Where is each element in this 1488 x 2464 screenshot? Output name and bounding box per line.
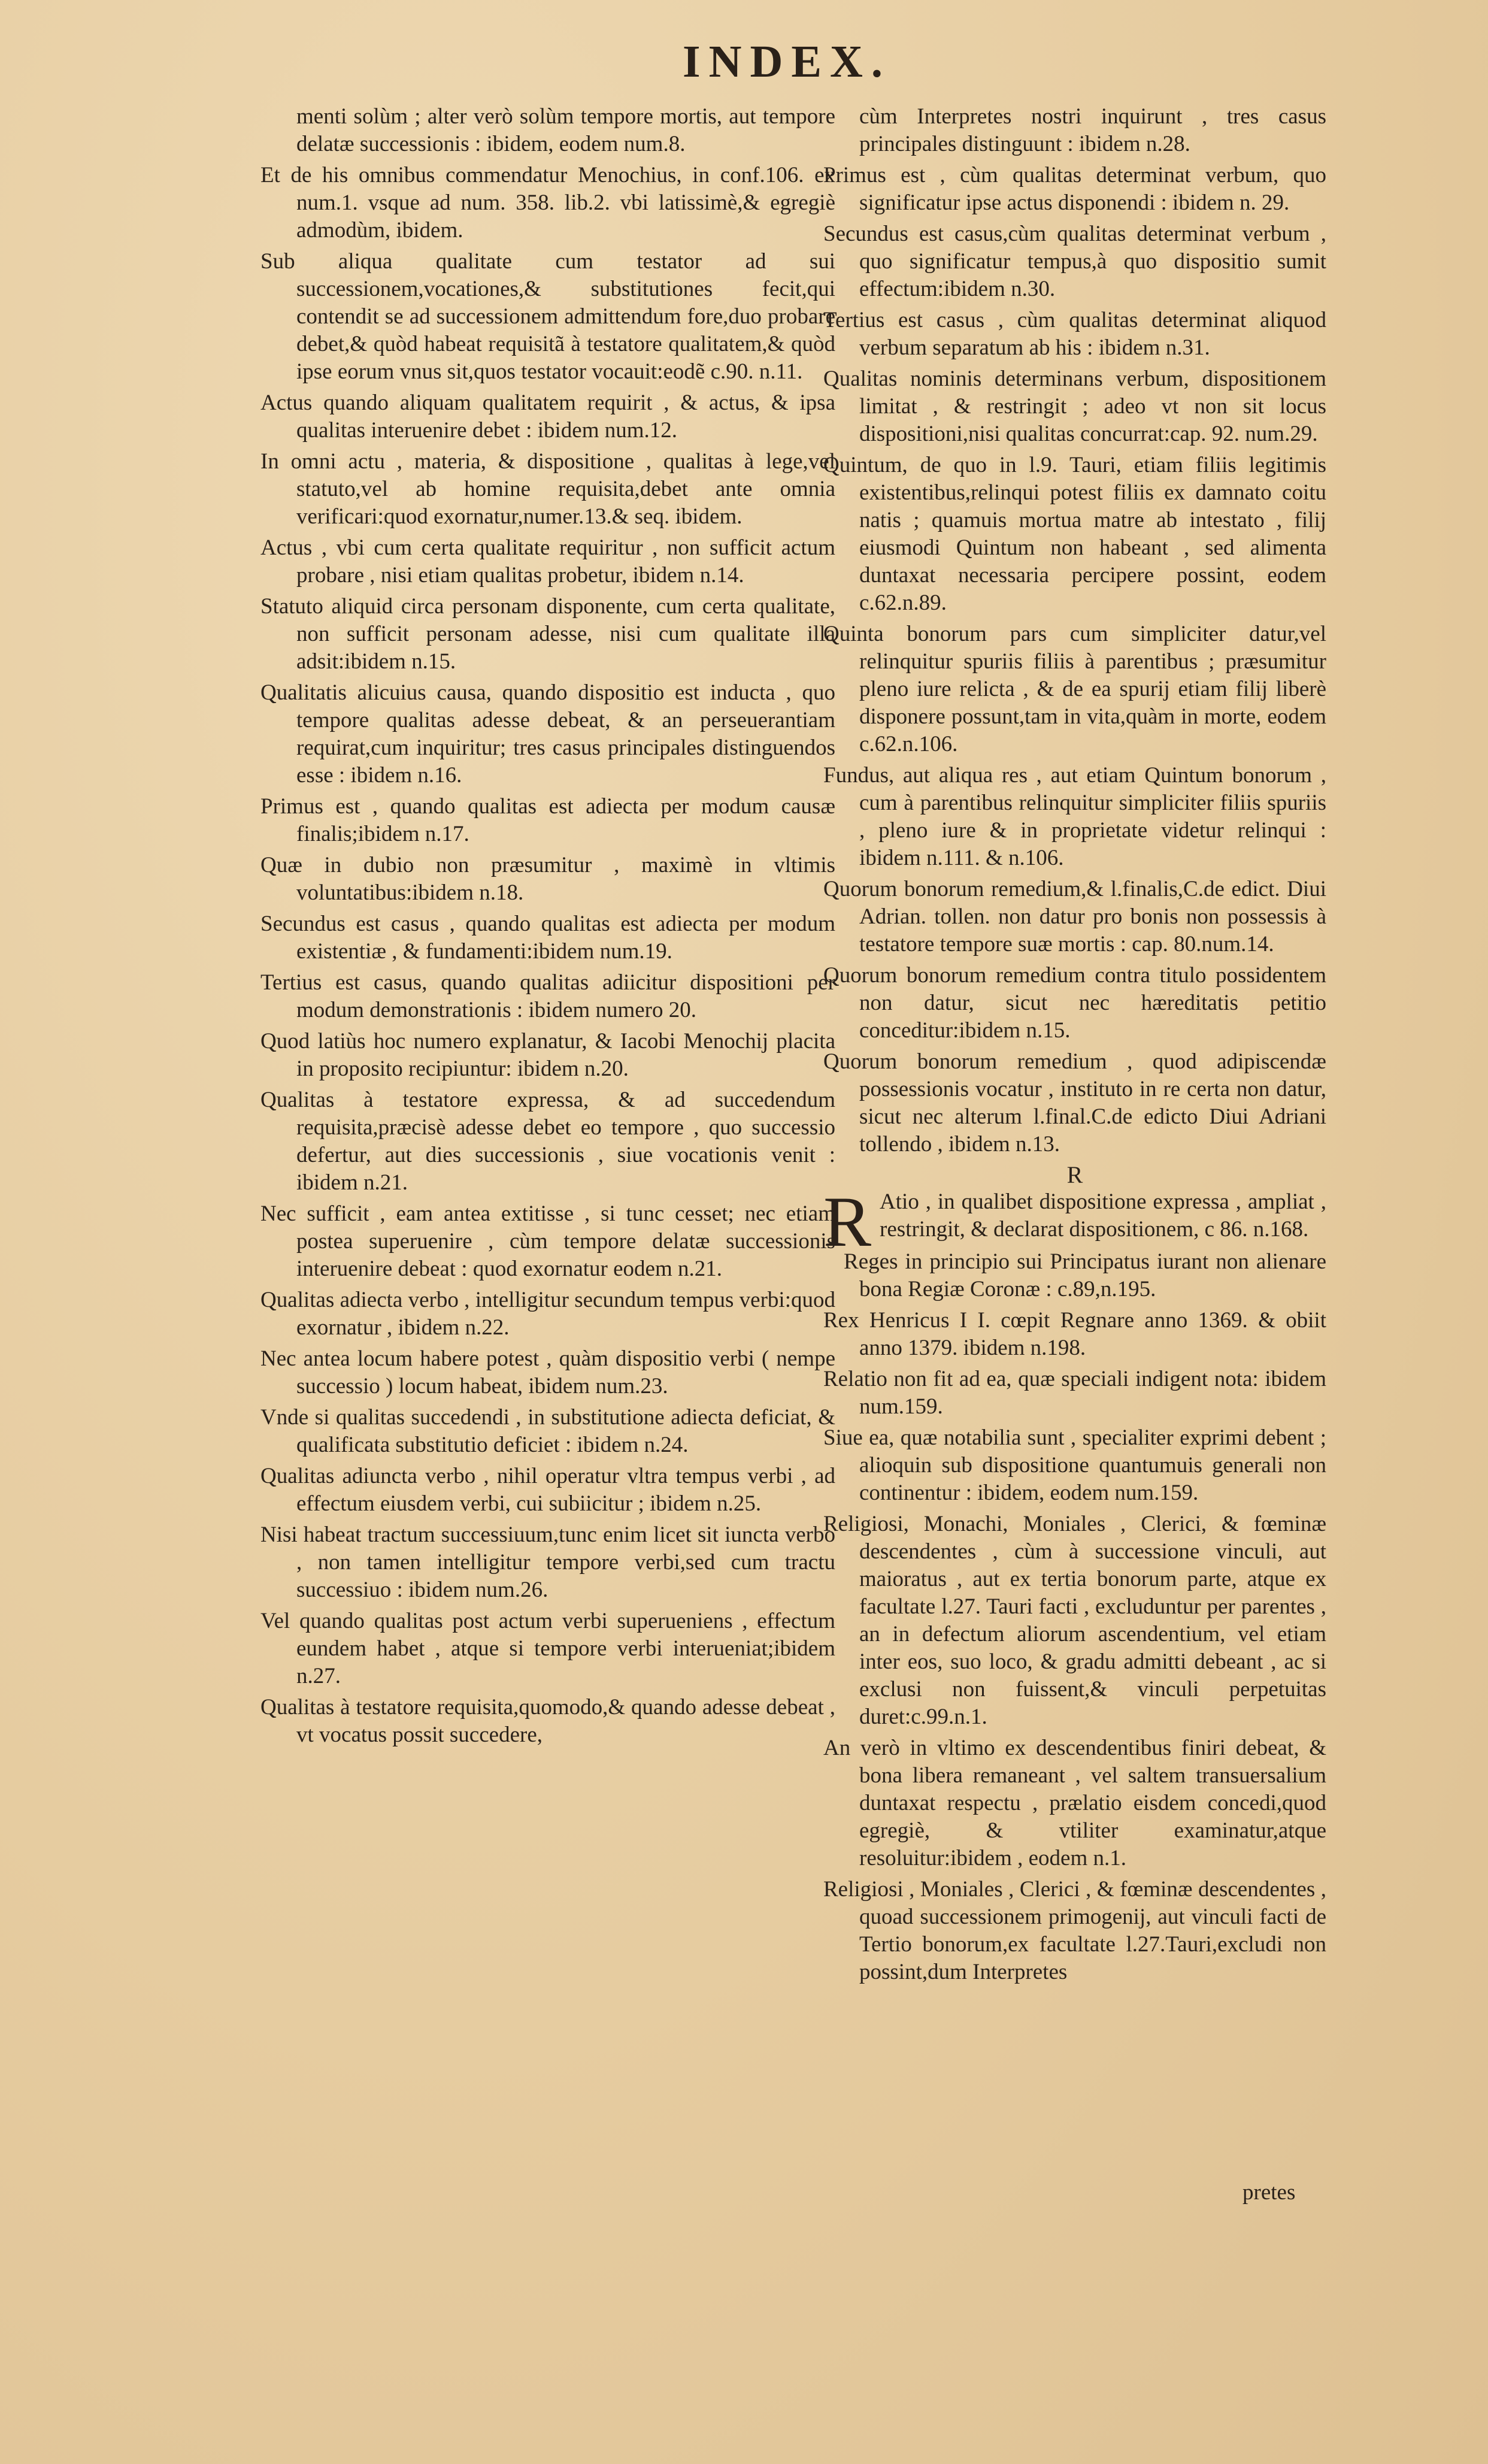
index-entry: Relatio non fit ad ea, quæ speciali indigent nota: ibidem num.159. [823, 1367, 1326, 1419]
index-entry: Rex Henricus I I. cœpit Regnare anno 1369. & obiit anno 1379. ibidem n.198. [823, 1308, 1326, 1360]
index-entry: Nec sufficit , eam antea extitisse , si tunc cesset; nec etiam postea superuenire , cùm tempore delatæ successionis interuenire debeat : quod exornatur eodem n.21. [260, 1201, 835, 1281]
index-entry: Quorum bonorum remedium , quod adipiscendæ possessionis vocatur , instituto in re certa non datur, sicut nec alterum l.final.C.de edicto Diui Adriani tollendo , ibidem n.13. [823, 1049, 1326, 1157]
index-entry: Qualitas adiuncta verbo , nihil operatur vltra tempus verbi , ad effectum eiusdem verbi, cui subiicitur ; ibidem n.25. [260, 1464, 835, 1516]
index-entry: Primus est , quando qualitas est adiecta per modum causæ finalis;ibidem n.17. [260, 794, 835, 846]
page-header: INDEX. [683, 37, 891, 87]
index-entry: Quæ in dubio non præsumitur , maximè in vltimis voluntatibus:ibidem n.18. [260, 853, 835, 905]
index-entry: Secundus est casus,cùm qualitas determinat verbum , quo significatur tempus,à quo dispositio sumit effectum:ibidem n.30. [823, 222, 1326, 301]
index-entry: Quintum, de quo in l.9. Tauri, etiam filiis legitimis existentibus,relinqui potest filiis ex damnato coitu natis ; quamuis mortua matre ab intestato , filij eiusmodi Quintum non habeant , sed alimenta duntaxat necessaria percipere possint, eodem c.62.n.89. [823, 453, 1326, 615]
index-entry: Secundus est casus , quando qualitas est adiecta per modum existentiæ , & fundamenti:ibidem num.19. [260, 912, 835, 964]
index-entry: Qualitas adiecta verbo , intelligitur secundum tempus verbi:quod exornatur , ibidem n.22. [260, 1288, 835, 1340]
index-entry: Tertius est casus , cùm qualitas determinat aliquod verbum separatum ab his : ibidem n.31. [823, 308, 1326, 360]
index-entry: Fundus, aut aliqua res , aut etiam Quintum bonorum , cum à parentibus relinquitur simpliciter filiis spuriis , pleno iure & in proprietate videtur relinqui : ibidem n.111. & n.106. [823, 763, 1326, 870]
index-entry: Sub aliqua qualitate cum testator ad sui successionem,vocationes,& substitutiones fecit,qui contendit se ad successionem admittendum fore,duo probare debet,& quòd habeat requisitã à testatore qualitatem,& quòd ipse eorum vnus sit,quos testator vocauit:eodẽ c.90. n.11. [260, 249, 835, 384]
index-entry: Statuto aliquid circa personam disponente, cum certa qualitate, non sufficit personam adesse, nisi cum qualitate illa adsit:ibidem n.15. [260, 594, 835, 674]
index-entry: Religiosi , Moniales , Clerici , & fœminæ descendentes , quoad successionem primogenij, aut vinculi facti de Tertio bonorum,ex facultate l.27.Tauri,excludi non possint,dum Interpretes [823, 1877, 1326, 1984]
catchword: pretes [1242, 2180, 1296, 2205]
index-entry: Quorum bonorum remedium contra titulo possidentem non datur, sicut nec hæreditatis petitio conceditur:ibidem n.15. [823, 963, 1326, 1043]
right-column [823, 103, 1326, 1990]
index-entry: Quorum bonorum remedium,& l.finalis,C.de edict. Diui Adrian. tollen. non datur pro bonis non possessis à testatore tempore suæ mortis : cap. 80.num.14. [823, 877, 1326, 956]
index-entry: In omni actu , materia, & dispositione , qualitas à lege,vel statuto,vel ab homine requisita,debet ante omnia verificari:quod exornatur,numer.13.& seq. ibidem. [260, 449, 835, 529]
index-entry: Qualitas à testatore requisita,quomodo,& quando adesse debeat , vt vocatus possit succedere, [260, 1695, 835, 1747]
index-entry: Qualitas à testatore expressa, & ad succedendum requisita,præcisè adesse debet eo tempore , quo successio defertur, aut dies successionis , siue vocationis venit : ibidem n.21. [260, 1088, 835, 1195]
index-entry: Nec antea locum habere potest , quàm dispositio verbi ( nempe successio ) locum habeat, ibidem num.23. [260, 1346, 835, 1399]
index-entry: Nisi habeat tractum successiuum,tunc enim licet sit iuncta verbo , non tamen intelligitur tempore verbi,sed cum tractu successiuo : ibidem num.26. [260, 1522, 835, 1602]
section-letter: R [1066, 1161, 1083, 1188]
index-entry: cùm Interpretes nostri inquirunt , tres casus principales distinguunt : ibidem n.28. [859, 104, 1326, 156]
drop-capital: R [823, 1182, 872, 1261]
index-entry: Vel quando qualitas post actum verbi superueniens , effectum eundem habet , atque si tempore verbi interueniat;ibidem n.27. [260, 1609, 835, 1688]
index-entry: Siue ea, quæ notabilia sunt , specialiter exprimi debent ; alioquin sub dispositione quantumuis generali non continentur : ibidem, eodem num.159. [823, 1425, 1326, 1505]
index-entry: Qualitas nominis determinans verbum, dispositionem limitat , & restringit ; adeo vt non sit locus dispositioni,nisi qualitas concurrat:cap. 92. num.29. [823, 367, 1326, 446]
index-entry: Actus quando aliquam qualitatem requirit , & actus, & ipsa qualitas interuenire debet : ibidem num.12. [260, 391, 835, 443]
dropcap-entry [823, 1182, 1326, 1261]
index-entry: Quod latiùs hoc numero explanatur, & Iacobi Menochij placita in proposito recipiuntur: ibidem n.20. [260, 1029, 835, 1081]
index-entry: Qualitatis alicuius causa, quando dispositio est inducta , quo tempore qualitas adesse debeat, & an perseuerantiam requirat,cum inquiritur; tres casus principales distinguendos esse : ibidem n.16. [260, 680, 835, 788]
index-entry: Actus , vbi cum certa qualitate requiritur , non sufficit actum probare , nisi etiam qualitas probetur, ibidem n.14. [260, 535, 835, 588]
index-entry: Et de his omnibus commendatur Menochius, in conf.106. ex num.1. vsque ad num. 358. lib.2. vbi latissimè,& egregiè admodùm, ibidem. [260, 163, 835, 243]
index-entry: Religiosi, Monachi, Moniales , Clerici, & fœminæ descendentes , cùm à successione vinculi, aut maioratus , aut ex tertia bonorum parte, atque ex facultate l.27. Tauri facti , excluduntur per parentes , an in defectum aliorum ascendentium, vel etiam inter eos, suo loco, & gradu admitti debeant , ac si exclusi non fuissent,& vinculi perpetuitas duret:c.99.n.1. [823, 1512, 1326, 1729]
index-entry: Vnde si qualitas succedendi , in substitutione adiecta deficiat, & qualificata substitutio deficiet : ibidem n.24. [260, 1405, 835, 1457]
index-entry: Reges in principio sui Principatus iurant non alienare bona Regiæ Coronæ : c.89,n.195. [844, 1249, 1326, 1301]
index-entry: Tertius est casus, quando qualitas adiicitur dispositioni per modum demonstrationis : ibidem numero 20. [260, 970, 835, 1022]
index-entry: Primus est , cùm qualitas determinat verbum, quo significatur ipse actus disponendi : ibidem n. 29. [823, 163, 1326, 215]
index-entry: Quinta bonorum pars cum simpliciter datur,vel relinquitur spuriis filiis à parentibus ; præsumitur pleno iure relicta , & de ea spurij etiam filij liberè disponere possunt,tam in vita,quàm in morte, eodem c.62.n.106. [823, 622, 1326, 756]
left-column [260, 103, 835, 1752]
dropcap-entry-text: Atio , in qualibet dispositione expressa , ampliat , restringit, & declarat dispositionem, c 86. n.168. [880, 1189, 1326, 1242]
index-entry: menti solùm ; alter verò solùm tempore mortis, aut tempore delatæ successionis : ibidem, eodem num.8. [296, 104, 835, 156]
index-entry: An verò in vltimo ex descendentibus finiri debeat, & bona libera remaneant , vel saltem transuersalium duntaxat respectu , prælatio eisdem concedi,quod egregiè, & vtiliter examinatur,atque resoluitur:ibidem , eodem n.1. [823, 1736, 1326, 1870]
